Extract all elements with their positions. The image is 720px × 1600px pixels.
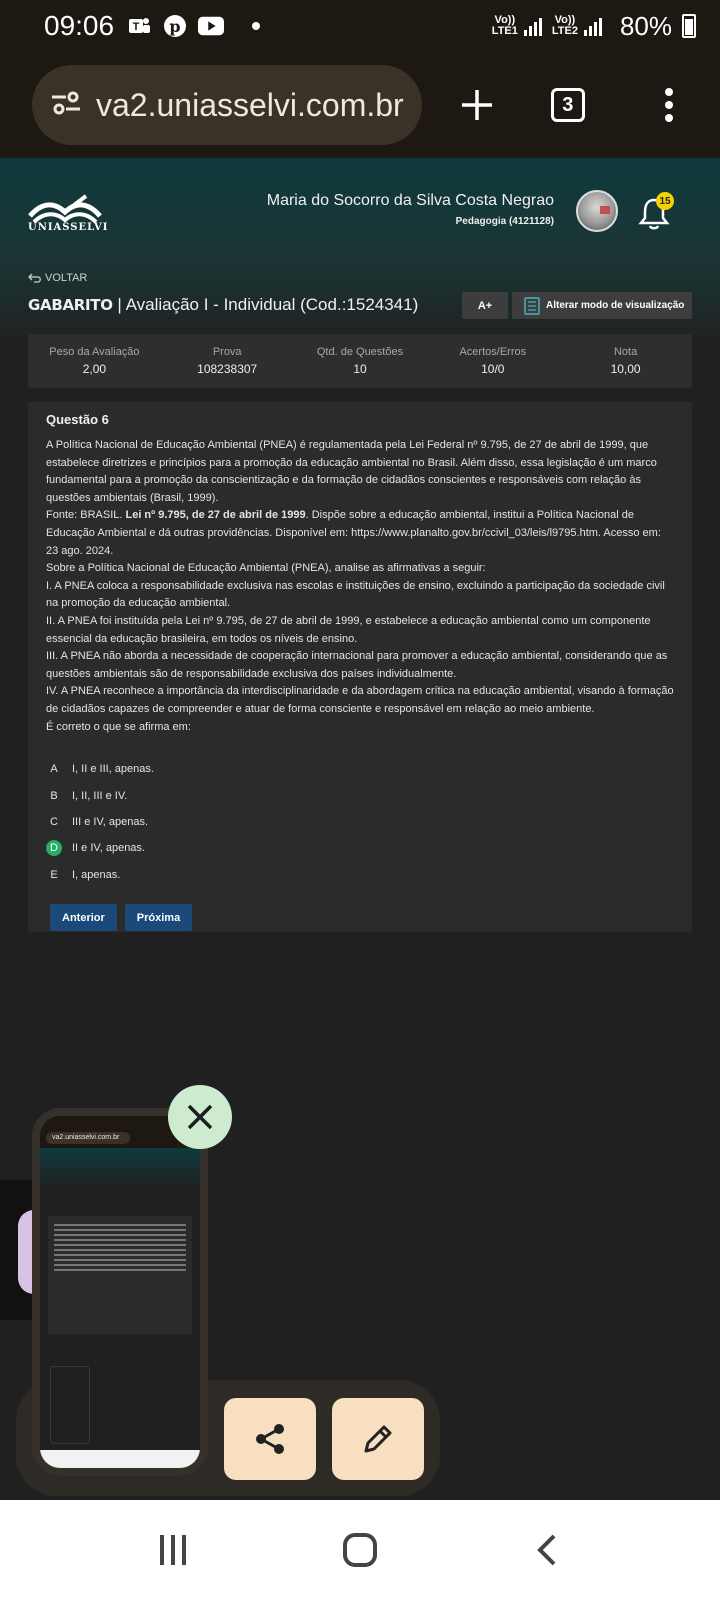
share-icon	[253, 1422, 287, 1456]
stat-score-ratio	[426, 334, 559, 388]
status-bar	[0, 0, 720, 52]
question-prompt: Sobre a Política Nacional de Educação Ambiental (PNEA), analise as afirmativas a seguir:	[46, 562, 486, 575]
question-text	[46, 437, 674, 736]
close-preview-button[interactable]	[168, 1085, 232, 1149]
option-text: III e IV, apenas.	[72, 816, 149, 829]
edit-icon	[362, 1423, 394, 1455]
preview-line	[54, 1244, 186, 1246]
network-2-label	[552, 15, 578, 37]
stat-label: Peso da Avaliação	[49, 346, 140, 358]
question-navigation	[46, 904, 674, 931]
option-text: I, II e III, apenas.	[72, 763, 154, 776]
previous-button[interactable]: Anterior	[50, 904, 117, 931]
edit-button[interactable]	[332, 1398, 424, 1480]
home-icon[interactable]	[330, 1520, 390, 1580]
new-tab-button[interactable]	[450, 77, 505, 133]
view-mode-button[interactable]	[512, 292, 692, 319]
preview-line	[54, 1259, 186, 1261]
address-bar[interactable]	[32, 65, 422, 145]
preview-header	[40, 1148, 200, 1188]
option-text: I, II, III e IV.	[72, 789, 128, 802]
share-button[interactable]	[224, 1398, 316, 1480]
youtube-icon	[198, 13, 224, 39]
tab-count: 3	[551, 88, 585, 122]
stat-weight	[28, 334, 161, 388]
system-nav-bar	[0, 1500, 720, 1600]
question-intro: A Política Nacional de Educação Ambiental (PNEA) é regulamentada pela Lei Federal nº 9.795, de 27 de abril de 1999, que estabelece diretrizes e princípios para a promoção da educação ambiental no Brasil. Além disso, essa legislação é um marco fundamental para a promoção da conscientização e da formação de cidadãos conscientes e responsáveis com relação às questões ambientais (Brasil, 1999).	[46, 439, 657, 504]
network-1-name: LTE1	[491, 25, 518, 37]
source-rest: . Dispõe sobre a educação ambiental, institui a Política Nacional de Educação Ambiental e dá outras providências. Disponível em: https://www.planalto.gov.br/ccivil_03/leis/l9795.htm. Acesso em: 23 ago. 2024.	[46, 509, 661, 557]
preview-url: va2.uniasselvi.com.br	[46, 1132, 130, 1144]
stat-value: 108238307	[197, 362, 258, 376]
side-thumbnail[interactable]	[0, 1180, 34, 1320]
signal-2-icon	[584, 16, 602, 36]
preview-line	[54, 1269, 186, 1271]
avatar[interactable]	[576, 190, 618, 232]
exam-stats	[28, 334, 692, 388]
pinterest-icon	[162, 13, 188, 39]
option-a[interactable]	[46, 756, 674, 782]
view-mode-label: Alterar modo de visualização	[546, 300, 685, 311]
svg-text:p: p	[169, 17, 181, 36]
preview-nested-screenshot	[50, 1366, 90, 1444]
screenshot-preview[interactable]	[32, 1108, 208, 1476]
back-link[interactable]	[28, 272, 87, 284]
stat-label: Nota	[613, 346, 638, 358]
list-icon	[524, 297, 540, 315]
statement-1: I. A PNEA coloca a responsabilidade exclusiva nas escolas e instituições de ensino, excluindo a participação da sociedade civil na promoção da educação ambiental.	[46, 579, 665, 610]
source-bold: Lei nº 9.795, de 27 de abril de 1999	[125, 509, 306, 522]
screenshot-preview-screen	[40, 1116, 200, 1468]
stat-grade	[559, 334, 692, 388]
question-closing: É correto o que se afirma em:	[46, 720, 191, 733]
stat-value: 10	[353, 362, 367, 376]
preview-line	[54, 1239, 186, 1241]
stat-value: 10/0	[481, 362, 505, 376]
battery-percent: 80%	[619, 10, 672, 41]
option-letter: C	[50, 816, 58, 829]
option-text: I, apenas.	[72, 868, 121, 881]
status-right	[492, 11, 696, 42]
recent-apps-icon[interactable]	[143, 1520, 203, 1580]
more-menu-icon[interactable]	[641, 77, 696, 133]
preview-line	[54, 1229, 186, 1231]
font-size-button[interactable]: A+	[462, 292, 508, 319]
close-icon	[185, 1102, 215, 1132]
signal-1-icon	[524, 16, 542, 36]
user-course: Pedagogia (4121128)	[455, 216, 554, 227]
correct-option-badge: D	[46, 840, 62, 856]
question-title: Questão 6	[46, 412, 109, 427]
next-button[interactable]: Próxima	[125, 904, 192, 931]
battery-icon	[682, 14, 696, 38]
question-card	[28, 402, 692, 932]
browser-toolbar	[0, 52, 720, 158]
svg-text:T: T	[132, 21, 140, 33]
option-b[interactable]	[46, 782, 674, 808]
source-prefix: Fonte: BRASIL.	[46, 509, 126, 522]
statement-4: IV. A PNEA reconhece a importância da interdisciplinaridade e da abordagem crítica na educação ambiental, visando à formação de cidadãos capazes de compreender e atuar de forma consciente e responsável em relação ao meio ambiente.	[46, 685, 674, 715]
question-source	[46, 507, 674, 560]
answer-options	[46, 756, 674, 888]
url-text: va2.uniasselvi.com.br	[96, 86, 404, 123]
preview-card	[48, 1216, 192, 1334]
notification-icons	[126, 13, 260, 39]
preview-line	[54, 1254, 186, 1256]
option-text: II e IV, apenas.	[72, 842, 145, 855]
preview-line	[54, 1249, 186, 1251]
volte-label: Vo))	[494, 14, 516, 26]
stat-label: Qtd. de Questões	[316, 346, 404, 358]
statement-3: III. A PNEA não aborda a necessidade de cooperação internacional para promover a educação ambiental, considerando que as questões ambientais são de responsabilidade exclusiva dos países individualmente.	[46, 650, 668, 680]
preview-line	[54, 1224, 186, 1226]
stat-questions	[294, 334, 427, 388]
dot-icon	[252, 22, 260, 30]
network-2-name: LTE2	[551, 25, 578, 37]
option-letter: E	[50, 868, 58, 881]
option-letter: A	[50, 763, 58, 776]
stat-label: Acertos/Erros	[459, 346, 527, 358]
teams-icon	[126, 13, 152, 39]
option-letter: B	[50, 789, 58, 802]
status-time: 09:06	[44, 10, 115, 41]
stat-label: Prova	[212, 346, 242, 358]
page-title	[28, 295, 418, 315]
back-label: VOLTAR	[45, 272, 88, 284]
volte-label-2: Vo))	[554, 14, 576, 26]
statement-2: II. A PNEA foi instituída pela Lei nº 9.795, de 27 de abril de 1999, e estabelece a educação ambiental como um componente essencial da educação brasileira, em todos os níveis de ensino.	[46, 614, 651, 645]
back-icon[interactable]	[517, 1520, 577, 1580]
stat-value: 10,00	[610, 362, 641, 376]
site-header	[0, 158, 720, 924]
preview-line	[54, 1264, 186, 1266]
preview-line	[54, 1234, 186, 1236]
preview-nav-bar	[40, 1450, 200, 1468]
option-c[interactable]	[46, 809, 674, 835]
page-title-bold: GABARITO	[28, 296, 113, 314]
option-e[interactable]	[46, 862, 674, 888]
stat-exam	[161, 334, 294, 388]
logo-text: UNIASSELVI	[28, 222, 109, 233]
tab-switcher-button[interactable]	[540, 77, 595, 133]
network-1-label	[492, 15, 518, 37]
user-name: Maria do Socorro da Silva Costa Negrao	[266, 192, 554, 209]
option-d[interactable]	[46, 835, 674, 861]
notification-badge: 15	[656, 192, 674, 210]
page-title-rest: | Avaliação I - Individual (Cod.:1524341)	[112, 295, 419, 314]
site-settings-icon[interactable]	[50, 89, 82, 122]
stat-value: 2,00	[82, 362, 107, 376]
back-arrow-icon	[28, 273, 42, 283]
